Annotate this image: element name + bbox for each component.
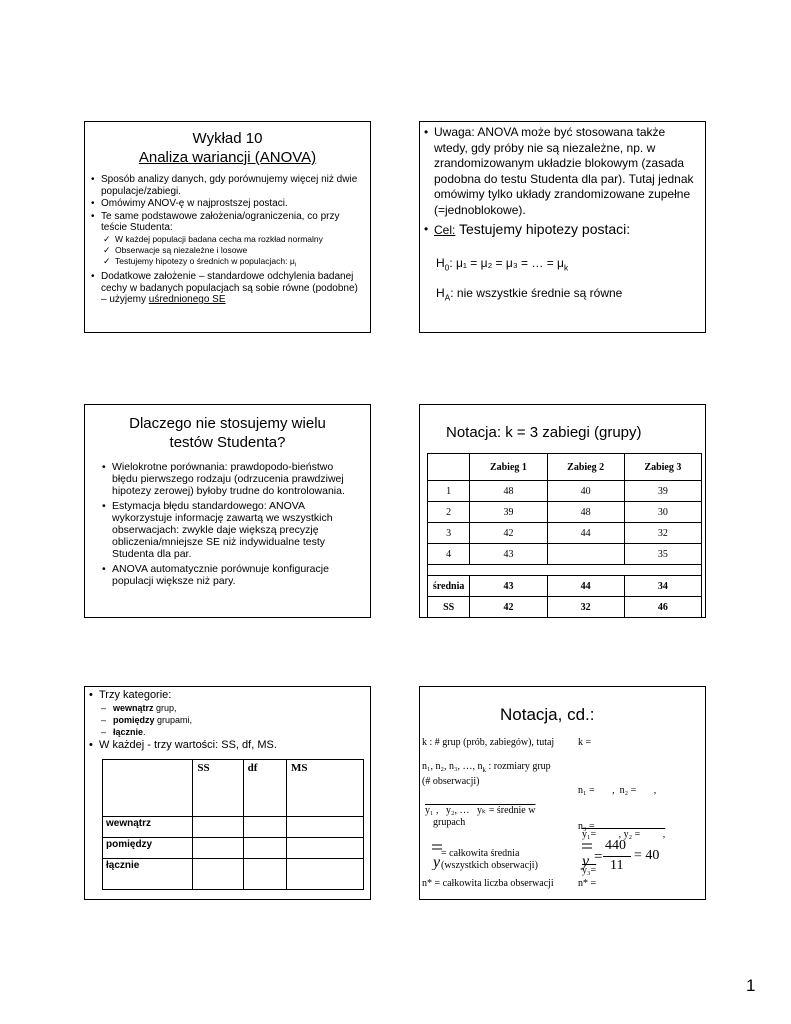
- svg-text:y: y: [433, 854, 441, 870]
- table-cell: 46: [624, 597, 701, 618]
- slide-title: Notacja: k = 3 zabiegi (grupy): [446, 424, 642, 441]
- ha-hypothesis: $H_A$: nie wszystkie średnie są równe: [436, 286, 623, 303]
- row-means-left: y₁ , y₂, … yₖ = średnie w grupach: [425, 805, 536, 828]
- table-cell: 30: [624, 502, 701, 523]
- table-header: df: [243, 760, 286, 817]
- check-item-1: ✓ W każdej populacji badana cecha ma rozkład normalny: [103, 234, 362, 245]
- table-cell: 48: [470, 481, 547, 502]
- bullet-1: • Wielokrotne porównania: prawdopodo-bieństwo błędu pierwszego rodzaju (odrzucenia prawdziwej hipotezy zerowej) byłoby trudne do kontrolowania.: [100, 461, 356, 498]
- table-header: Zabieg 1: [470, 454, 547, 481]
- row-k-left: k : # grup (prób, zabiegów), tutaj: [422, 737, 555, 748]
- table-row: [428, 502, 702, 523]
- check-item-3: ✓ Testujemy hipotezy o średnich w populacjach: $\mu_i$: [103, 256, 362, 272]
- check-item-2: ✓ Obserwacje są niezależne i losowe: [103, 245, 362, 256]
- svg-text:y: y: [582, 853, 590, 870]
- fraction-denominator: 11: [610, 858, 624, 873]
- bullet-3: • Te same podstawowe założenia/ograniczenia, co przy teście Studenta:: [89, 211, 362, 234]
- table-cell: 44: [547, 523, 624, 544]
- bullet-2: • Estymacja błędu standardowego: ANOVA wykorzystuje informację zawartą we wszystkich obserwacjach: zwykle daje większą precyzję obliczenia/mniejsze SE niż indywidualne testy Studenta dla par.: [100, 500, 356, 561]
- page-number: 1: [746, 976, 756, 995]
- table-cell: 4: [428, 544, 470, 565]
- grand-mean-formula: y = 440 11 = 40: [582, 838, 660, 873]
- table-row: [103, 817, 364, 838]
- row-nstar-left: n* = całkowita liczba obserwacji: [422, 878, 554, 889]
- bullet-wartosci: • W każdej - trzy wartości: SS, df, MS.: [87, 739, 362, 752]
- row-label: łącznie: [103, 859, 193, 890]
- table-row: [103, 859, 364, 890]
- table-cell: 32: [547, 597, 624, 618]
- table-cell: 40: [547, 481, 624, 502]
- slide-subtitle: testów Studenta?: [169, 434, 286, 451]
- table-cell: średnia: [428, 576, 470, 597]
- bullet-cel: • Cel: Testujemy hipotezy postaci:: [422, 221, 697, 239]
- table-cell: [547, 544, 624, 565]
- bullet-kategorie: • Trzy kategorie:: [87, 689, 362, 702]
- table-row: [428, 481, 702, 502]
- table-header: SS: [193, 760, 243, 817]
- row-n-right: n₁ = , n₂ = , n₃ =: [578, 785, 657, 832]
- table-cell: 42: [470, 597, 547, 618]
- slide-uwaga-anova: [419, 121, 706, 333]
- table-header: [103, 760, 193, 817]
- h0-hypothesis: $H_0$: μ₁ = μ₂ = μ₃ = … = $\mu_k$: [436, 256, 569, 273]
- fraction-result: = 40: [634, 848, 660, 863]
- row-grand-mean-left: = całkowita średnia (wszystkich obserwacji): [441, 848, 538, 871]
- table-cell: SS: [428, 597, 470, 618]
- slide-notacja-cd: [419, 686, 706, 900]
- row-label: pomiędzy: [103, 838, 193, 859]
- mean-row: [428, 576, 702, 597]
- table-cell: 35: [624, 544, 701, 565]
- table-cell: 43: [470, 544, 547, 565]
- category-item-1: – wewnątrz grup,: [99, 702, 362, 714]
- anova-table: [102, 759, 364, 890]
- row-n-left: n₁, n₂, n₃, …, $n_k$ : rozmiary grup (# obserwacji): [422, 761, 551, 787]
- category-item-3: – łącznie.: [99, 726, 362, 738]
- table-cell: 39: [624, 481, 701, 502]
- bullet-3: • ANOVA automatycznie porównuje konfiguracje populacji większe niż pary.: [100, 563, 356, 587]
- table-cell: 43: [470, 576, 547, 597]
- fraction-numerator: 440: [605, 838, 626, 853]
- row-nstar-right: n* =: [578, 878, 597, 889]
- category-item-2: – pomiędzy grupami,: [99, 714, 362, 726]
- table-header: MS: [286, 760, 363, 817]
- table-header: Zabieg 2: [547, 454, 624, 481]
- bullet-2: • Omówimy ANOV-ę w najprostszej postaci.: [89, 198, 362, 210]
- slide-wyklad-10: [84, 121, 371, 333]
- table-cell: 48: [547, 502, 624, 523]
- ss-row: [428, 597, 702, 618]
- slide-dlaczego: [84, 404, 371, 618]
- table-cell: 1: [428, 481, 470, 502]
- data-table: [427, 453, 702, 618]
- table-cell: 42: [470, 523, 547, 544]
- table-header: [428, 454, 470, 481]
- row-means-right: y₁= , y₂ = , y₃=: [582, 829, 666, 876]
- table-row: [428, 544, 702, 565]
- table-cell: 2: [428, 502, 470, 523]
- slide-title: Dlaczego nie stosujemy wielu: [129, 415, 326, 432]
- table-cell: 3: [428, 523, 470, 544]
- slide-title: Notacja, cd.:: [500, 705, 595, 724]
- table-cell: 44: [547, 576, 624, 597]
- table-cell: 32: [624, 523, 701, 544]
- table-cell: 34: [624, 576, 701, 597]
- slide-title: Wykład 10: [192, 130, 263, 147]
- bullet-1: • Sposób analizy danych, gdy porównujemy więcej niż dwie populacje/zabiegi.: [89, 174, 362, 197]
- slide-notacja: [419, 404, 706, 618]
- table-cell: 39: [470, 502, 547, 523]
- table-row: [103, 838, 364, 859]
- row-label: wewnątrz: [103, 817, 193, 838]
- table-header: Zabieg 3: [624, 454, 701, 481]
- row-k-right: k =: [578, 737, 592, 748]
- bullet-4: • Dodatkowe założenie – standardowe odchylenia badanej cechy w badanych populacjach są sobie równe (podobne) – użyjemy uśrednionego SE: [89, 271, 362, 306]
- slide-subtitle: Analiza wariancji (ANOVA): [138, 149, 317, 166]
- slide-kategorie: [84, 686, 371, 900]
- table-row: [428, 523, 702, 544]
- bullet-uwaga: • Uwaga: ANOVA może być stosowana także wtedy, gdy próby nie są niezależne, np. w zrandomizowanym układzie blokowym (zasada podobna do testu Studenta dla par). Tutaj jednak omówimy tylko układy zrandomizowane zupełne (=jednoblokowe).: [422, 125, 697, 218]
